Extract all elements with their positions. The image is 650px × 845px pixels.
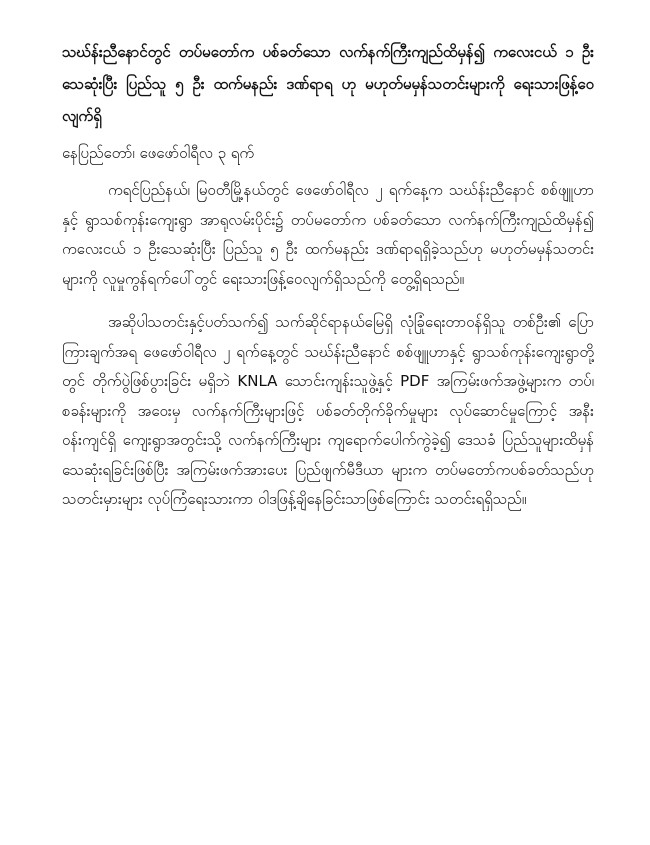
article-dateline: နေပြည်တော်၊ ဖေဖော်ဝါရီလ ၃ ရက် [62, 144, 255, 162]
article-paragraph: အဆိုပါသတင်းနှင့်ပတ်သက်၍ သက်ဆိုင်ရာနယ်မြေရှိ လုံခြုံရေးတာဝန်ရှိသူ တစ်ဦး၏ ပြောကြားချက်အရ ဖေဖော်ဝါရီလ ၂ ရက်နေ့တွင် သဃ်န်းညီနောင် စစ်ဖျူဟာနှင့် ရွာသစ်ကုန်းကျေးရွာတို့တွင် တိုက်ပွဲဖြစ်ပွားခြင်း မရှိဘဲ KNLA သောင်းကျန်းသူဖွဲ့နှင့် PDF အကြမ်းဖက်အဖွဲ့များက တပ်၊ စခန်းများကို အဝေးမှ လက်နက်ကြီးများဖြင့် ပစ်ခတ်တိုက်ခိုက်မှုများ လုပ်ဆောင်မှုကြောင့် အနီးဝန်းကျင်ရှိ ကျေးရွာအတွင်းသို့ လက်နက်ကြီးများ ကျရောက်ပေါက်ကွဲခဲ့၍ ဒေသခံ ပြည်သူများထိမှန် သေဆုံးရခြင်းဖြစ်ပြီး အကြမ်းဖက်အားပေး ပြည်ဖျက်မီဒီယာ များက တပ်မတော်ကပစ်ခတ်သည်ဟု သတင်းမှားများ လုပ်ကြံရေးသားကာ ဝါဒဖြန့်ချိနေခြင်းသာဖြစ်ကြောင်း သတင်းရရှိသည်။ [62, 313, 594, 508]
article [62, 36, 594, 529]
article-headline: သဃ်န်းညီနောင်တွင် တပ်မတော်က ပစ်ခတ်သော လက်နက်ကြီးကျည်ထိမှန်၍ ကလေးငယ် ၁ ဦး သေဆုံးပြီး ပြည်သူ ၅ ဦး ထက်မနည်း ဒဏ်ရာရ ဟု မဟုတ်မမှန်သတင်းများကို ရေးသားဖြန့်ဝေလျက်ရှိ [62, 43, 594, 125]
article-paragraph: ကရင်ပြည်နယ်၊ မြဝတီမြို့နယ်တွင် ဖေဖော်ဝါရီလ ၂ ရက်နေ့က သဃ်န်းညီနောင် စစ်ဖျူဟာနှင့် ရွာသစ်ကုန်းကျေးရွာ အာရုလမ်းပိုင်း၌ တပ်မတော်က ပစ်ခတ်သော လက်နက်ကြီးကျည်ထိမှန်၍ ကလေးငယ် ၁ ဦးသေဆုံးပြီး ပြည်သူ ၅ ဦး ထက်မနည်း ဒဏ်ရာရရှိခဲ့သည်ဟု မဟုတ်မမှန်သတင်းများကို လူမှုကွန်ရက်ပေါ်တွင် ရေးသားဖြန့်ဝေလျက်ရှိသည်ကို တွေ့ရှိရသည်။ [62, 181, 594, 288]
